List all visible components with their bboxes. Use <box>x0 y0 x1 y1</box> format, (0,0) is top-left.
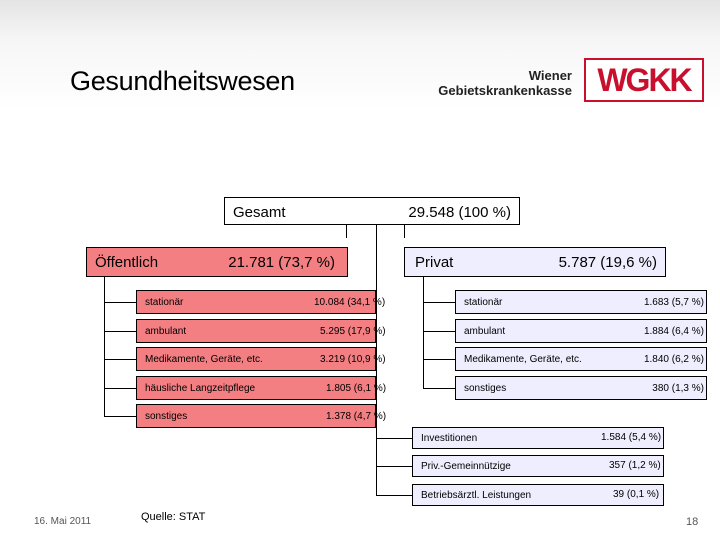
connector-private-1 <box>423 302 455 303</box>
private-item-label: Medikamente, Geräte, etc. <box>464 354 582 365</box>
public-item-value: 1.805 (6,1 %) <box>326 383 387 394</box>
private-item-row <box>455 376 707 400</box>
other-item-value: 1.584 (5,4 %) <box>601 432 662 443</box>
private-label: Privat <box>415 254 454 271</box>
public-item-value: 1.378 (4,7 %) <box>326 411 387 422</box>
connector-total-private <box>404 224 405 238</box>
page-title: Gesundheitswesen <box>70 66 295 96</box>
other-item-value: 357 (1,2 %) <box>609 460 661 471</box>
other-item-label: Investitionen <box>421 433 478 444</box>
public-box <box>86 247 348 277</box>
wgkk-logo: WGKK <box>584 58 704 102</box>
connector-total-public <box>346 224 347 238</box>
public-value: 21.781 (73,7 %) <box>228 254 335 271</box>
private-box <box>404 247 666 277</box>
connector-public-5 <box>104 416 136 417</box>
private-item-value: 1.884 (6,4 %) <box>643 326 704 337</box>
page-number: 18 <box>686 516 699 528</box>
private-item-row <box>455 319 707 343</box>
footer-date: 16. Mai 2011 <box>34 516 92 527</box>
total-label: Gesamt <box>233 204 286 221</box>
private-item-label: ambulant <box>464 326 506 337</box>
private-item-value: 380 (1,3 %) <box>652 383 704 394</box>
connector-other-2 <box>376 466 412 467</box>
public-item-value: 3.219 (10,9 %) <box>320 354 386 365</box>
connector-public-trunk <box>104 276 105 416</box>
private-item-label: sonstiges <box>464 383 507 394</box>
connector-public-2 <box>104 331 136 332</box>
footer-source: Quelle: STAT <box>141 511 206 523</box>
logo-line1: Wiener <box>528 68 572 83</box>
public-item-value: 10.084 (34,1 %) <box>314 297 386 308</box>
private-item-value: 1.840 (6,2 %) <box>643 354 704 365</box>
connector-public-1 <box>104 302 136 303</box>
connector-other-1 <box>376 438 412 439</box>
other-item-label: Priv.-Gemeinnützige <box>421 461 511 472</box>
private-value: 5.787 (19,6 %) <box>558 254 657 271</box>
total-box <box>224 197 520 225</box>
connector-private-3 <box>423 359 455 360</box>
public-label: Öffentlich <box>95 254 159 271</box>
public-item-label: stationär <box>145 297 184 308</box>
total-value: 29.548 (100 %) <box>408 204 511 221</box>
connector-private-trunk <box>423 276 424 388</box>
connector-public-3 <box>104 359 136 360</box>
other-item-label: Betriebsärztl. Leistungen <box>421 490 532 501</box>
connector-other-3 <box>376 495 412 496</box>
connector-private-2 <box>423 331 455 332</box>
public-item-label: häusliche Langzeitpflege <box>145 383 256 394</box>
public-item-label: sonstiges <box>145 411 188 422</box>
public-item-value: 5.295 (17,9 %) <box>320 326 386 337</box>
private-item-label: stationär <box>464 297 503 308</box>
private-item-row <box>455 347 707 371</box>
other-item-value: 39 (0,1 %) <box>613 489 660 500</box>
public-item-label: ambulant <box>145 326 187 337</box>
private-item-value: 1.683 (5,7 %) <box>643 297 704 308</box>
private-item-row <box>455 290 707 314</box>
connector-private-4 <box>423 388 455 389</box>
connector-public-4 <box>104 388 136 389</box>
logo-line2: Gebietskrankenkasse <box>438 83 572 98</box>
logo-text <box>438 68 572 98</box>
public-item-label: Medikamente, Geräte, etc. <box>145 354 263 365</box>
